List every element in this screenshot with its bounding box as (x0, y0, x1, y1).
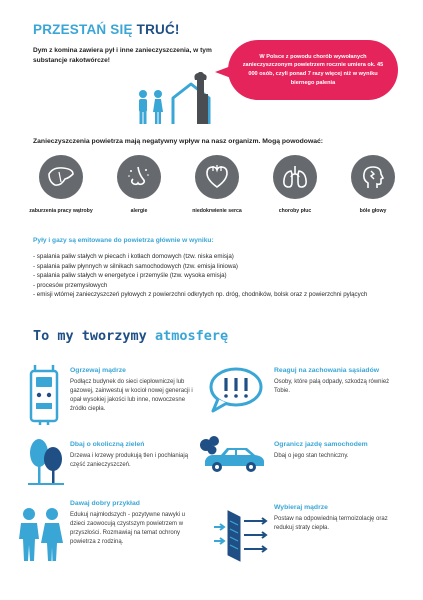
car-smoke-icon (199, 435, 269, 479)
tip-text: Drzewa i krzewy produkują tlen i pochłaniają część zanieczyszczeń. (70, 453, 189, 469)
trees-icon (28, 437, 64, 487)
tip-heading: Dawaj dobry przykład (70, 500, 140, 507)
megaphone-bubble-icon (207, 365, 265, 413)
effect-label: niedokrwienie serca (192, 208, 242, 214)
nose-icon (126, 164, 152, 190)
head-pain-icon (360, 164, 386, 190)
emissions-title: Pyły i gazy są emitowane do powietrza głównie w wyniku: (33, 237, 214, 244)
tip-heading: Dbaj o okoliczną zieleń (70, 441, 145, 448)
effect-liver (24, 155, 98, 214)
page-title (33, 22, 180, 37)
family-house-icon (135, 72, 225, 134)
effect-label: choroby płuc (278, 208, 312, 214)
tip-text: Podłącz budynek do sieci ciepłowniczej lub gazowej, zainwestuj w kocioł nowej generacji i opał wysokiej jakości lub inne, nowoczesne źródło ciepła. (70, 379, 193, 413)
effect-circle (273, 155, 317, 199)
tip-green (70, 440, 190, 470)
tip-text: Edukuj najmłodszych - pozytywne nawyki u dzieci zaowocują czystszym powietrzem w przyszłości. Rozmawiaj na temat ochrony powietrza z rodziną. (70, 512, 186, 546)
title-part2: TRUĆ! (136, 22, 180, 37)
tip-text: Postaw na odpowiednią termoizolację oraz redukuj straty ciepła. (274, 516, 388, 532)
list-item: - spalania paliw płynnych w silnikach samochodowych (tzw. emisja liniowa) (33, 262, 238, 270)
list-item: - procesów przemysłowych (33, 281, 108, 289)
effect-headache (336, 155, 410, 214)
tip-example (70, 499, 200, 547)
effect-label: zaburzenia pracy wątroby (29, 208, 93, 214)
tip-heading: Ogrzewaj mądrze (70, 367, 126, 374)
effect-circle (195, 155, 239, 199)
lungs-icon (281, 164, 309, 190)
effect-lungs (258, 155, 332, 214)
effect-circle (351, 155, 395, 199)
atmosphere-part3: atmosferę (154, 328, 229, 344)
emissions-list (33, 252, 393, 300)
list-item: - spalania paliw stałych w piecach i kotłach domowych (tzw. niska emisja) (33, 253, 234, 260)
tip-text: Dbaj o jego stan techniczny. (274, 453, 349, 460)
atmosphere-part1: To my (33, 328, 74, 344)
tip-choose (274, 503, 396, 533)
tip-heading: Ogranicz jazdę samochodem (274, 441, 368, 448)
liver-icon (47, 166, 75, 188)
list-item: - spalania paliw stałych w energetyce i przemyśle (tzw. wysoka emisja) (33, 272, 227, 280)
tip-text: Osoby, które palą odpady, szkodzą również Tobie. (274, 379, 390, 395)
effects-row (24, 155, 404, 225)
bubble-text: W Polsce z powodu chorób wywołanych zanieczyszczonym powietrzem rocznie umiera ok. 45 000 osób, czyli ponad 7 razy więcej niż w wyniku biernego palenia (242, 53, 384, 86)
effect-label: bóle głowy (359, 208, 387, 214)
insulation-wall-icon (214, 507, 268, 563)
intro-text: Dym z komina zawiera pył i inne zanieczyszczenia, w tym substancje rakotwórcze! (33, 47, 212, 64)
effect-allergy (102, 155, 176, 214)
effect-circle (39, 155, 83, 199)
atmosphere-heading (33, 328, 228, 344)
list-item: - emisji wtórnej zanieczyszczeń pyłowych z powierzchni odkrytych np. dróg, chodników, bolsk oraz z powierzchni pylących (33, 291, 368, 299)
tip-heading: Reaguj na zachowania sąsiadów (274, 367, 380, 374)
tip-heat (70, 366, 200, 414)
tip-heading: Wybieraj mądrze (274, 504, 328, 511)
atmosphere-part2: tworzymy (81, 328, 147, 344)
effect-circle (117, 155, 161, 199)
tip-drive (274, 440, 404, 461)
effect-heart (180, 155, 254, 214)
family-icon (18, 503, 64, 563)
effects-title: Zanieczyszczenia powietrza mają negatywny wpływ na nasz organizm. Mogą powodować: (33, 138, 324, 145)
tip-react (274, 366, 396, 396)
statistic-bubble (228, 40, 398, 100)
heart-icon (204, 164, 230, 190)
boiler-icon (26, 363, 62, 425)
effect-label: alergie (130, 208, 148, 214)
title-part1: PRZESTAŃ SIĘ (33, 22, 133, 37)
